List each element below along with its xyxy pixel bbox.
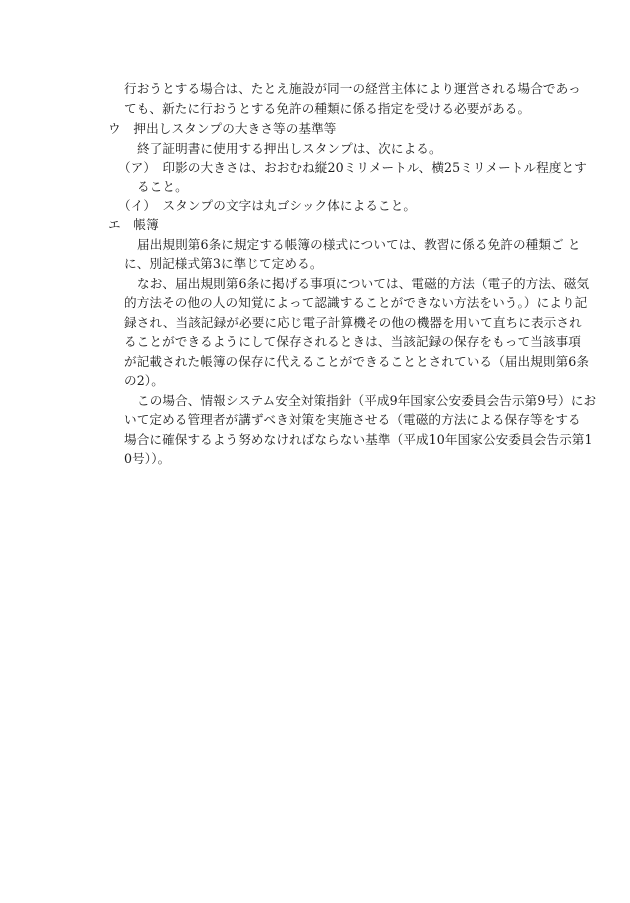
e-p2-line3: 録され、当該記録が必要に応じ電子計算機その他の機器を用いて直ちに表示され [124, 315, 582, 330]
e-p2-line4: ることができるようにして保存されるときは、当該記録の保存をもって当該事項 [124, 334, 581, 349]
e-p1-line2: に、別記様式第3に準じて定める。 [124, 256, 323, 271]
e-p2-line1: なお、届出規則第6条に掲げる事項については、電磁的方法（電子的方法、磁気 [137, 276, 590, 291]
item-i: （イ） スタンプの文字は丸ゴシック体によること。 [118, 198, 417, 213]
e-p3-line2: いて定める管理者が講ずべき対策を実施させる（電磁的方法による保存等をする [124, 412, 581, 427]
section-e-heading: エ 帳簿 [108, 217, 159, 232]
e-p1-line1: 届出規則第6条に規定する帳簿の様式については、教習に係る免許の種類ご と [137, 237, 581, 252]
e-p2-line2: 的方法その他の人の知覚によって認識することができない方法をいう。）により記 [124, 295, 588, 310]
section-u-heading: ウ 押出しスタンプの大きさ等の基準等 [108, 121, 337, 136]
e-p3-line4: 0号））。 [124, 451, 171, 466]
para1-line2: ても、新たに行おうとする免許の種類に係る指定を受ける必要がある。 [124, 101, 531, 116]
section-u-intro: 終了証明書に使用する押出しスタンプは、次による。 [137, 141, 442, 156]
e-p2-line5: が記載された帳簿の保存に代えることができることとされている（届出規則第6条 [124, 354, 590, 369]
item-a-line1: （ア） 印影の大きさは、おおむね縦20ミリメートル、横25ミリメートル程度とす [118, 160, 587, 175]
e-p2-line6: の2）。 [124, 373, 164, 388]
item-a-line2: ること。 [137, 179, 188, 194]
e-p3-line3: 場合に確保するよう努めなければならない基準（平成10年国家公安委員会告示第1 [124, 432, 593, 447]
e-p3-line1: この場合、情報システム安全対策指針（平成9年国家公安委員会告示第9号）にお [137, 393, 597, 408]
para1-line1: 行おうとする場合は、たとえ施設が同一の経営主体により運営される場合であっ [124, 81, 581, 96]
